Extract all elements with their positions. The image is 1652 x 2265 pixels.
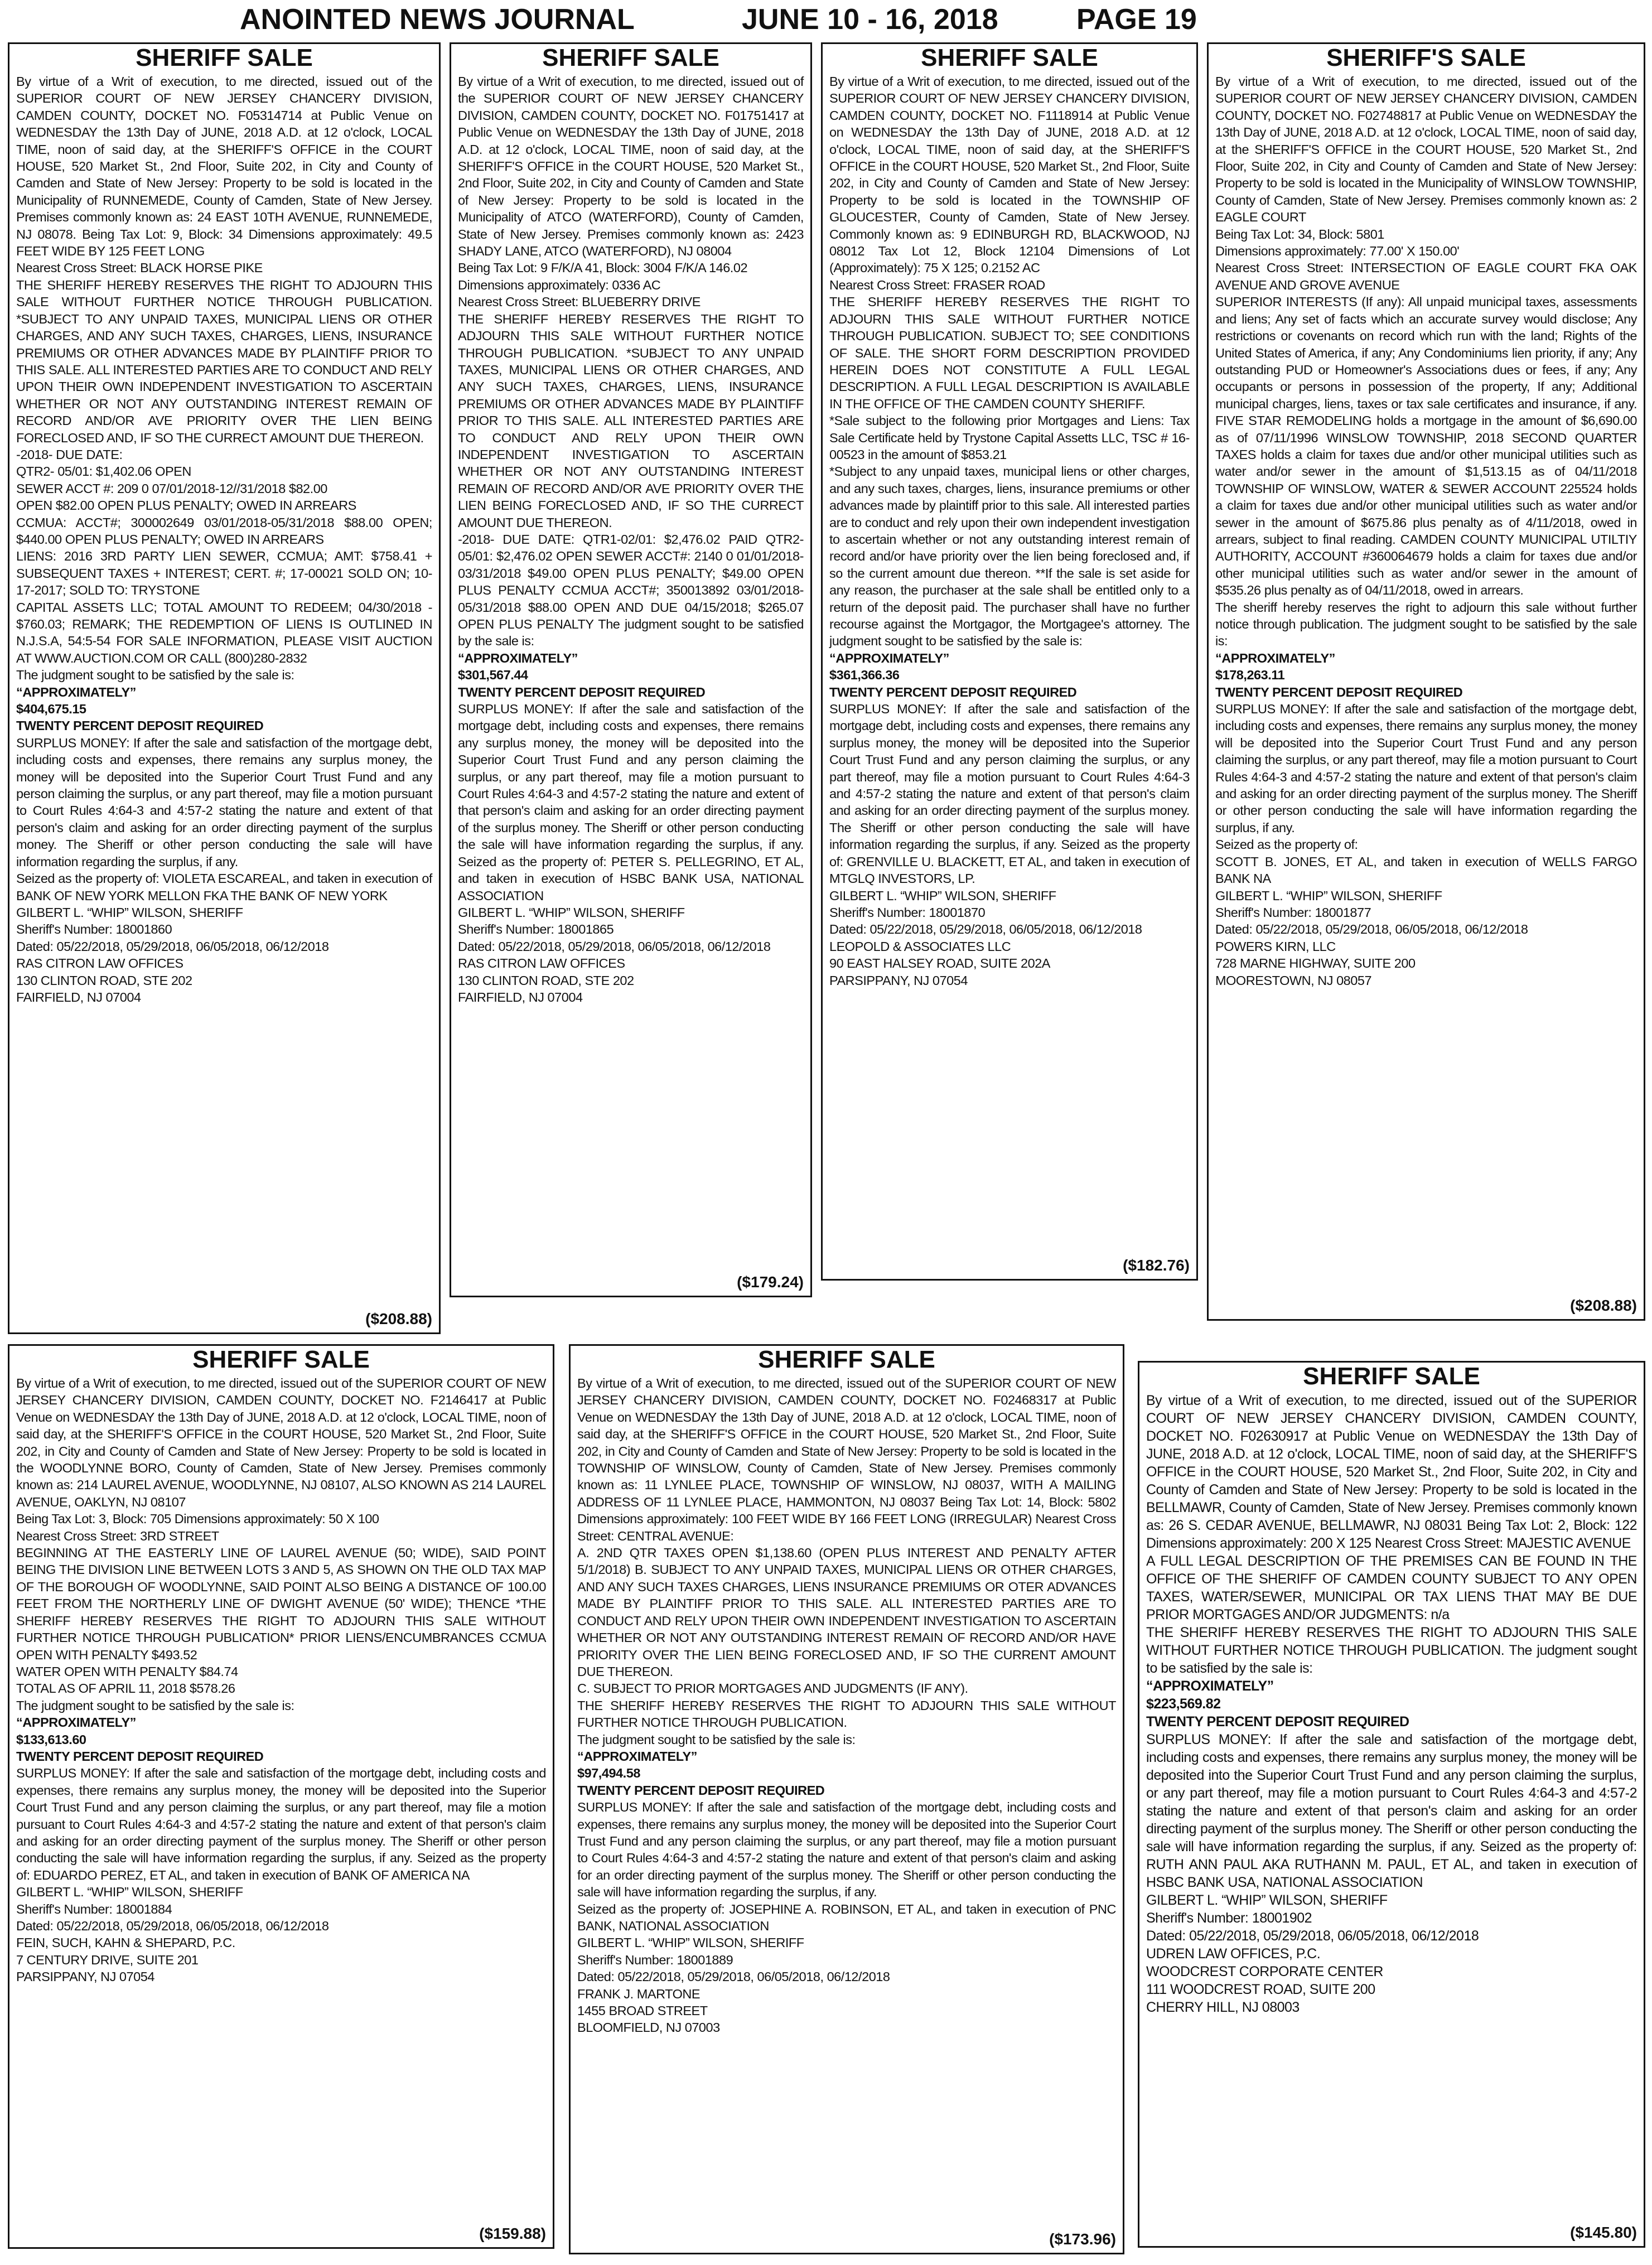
notice-line: GILBERT L. “WHIP” WILSON, SHERIFF xyxy=(1215,888,1442,903)
notice-line: $133,613.60 xyxy=(16,1732,86,1747)
notice-line: Dated: 05/22/2018, 05/29/2018, 06/05/2018, 06/12/2018 xyxy=(829,922,1142,937)
notice-line: “APPROXIMATELY” xyxy=(16,684,136,699)
notice-body xyxy=(1139,1390,1644,2016)
notice-line: By virtue of a Writ of execution, to me directed, issued out of the SUPERIOR COURT OF NEW JERSEY CHANCERY DIVISION, CAMDEN COUNTY, DOCKET NO. F02630917 at Public Venue on WEDNESDAY the 13th Day of JUNE, 2018 A.D. at 12 o'clock, LOCAL TIME, noon of said day, at the SHERIFF'S OFFICE in the COURT HOUSE, 520 Market St., 2nd Floor, Suite 202, in City and County of Camden and State of New Jersey: Property to be sold is located in the BELLMAWR, County of Camden, State of New Jersey. Premises commonly known as: 26 S. CEDAR AVENUE, BELLMAWR, NJ 08031 Being Tax Lot: 2, Block: 122 Dimensions approximately: 200 X 125 Nearest Cross Street: MAJESTIC AVENUE xyxy=(1146,1393,1637,1551)
notice-line: Being Tax Lot: 34, Block: 5801 xyxy=(1215,226,1384,242)
sheriff-sale-notice-atco xyxy=(450,42,812,1297)
notice-price: ($182.76) xyxy=(1123,1257,1190,1274)
notice-line: Sheriff's Number: 18001884 xyxy=(16,1901,172,1916)
notice-line: Dated: 05/22/2018, 05/29/2018, 06/05/2018, 06/12/2018 xyxy=(1146,1928,1479,1944)
notice-line: Dimensions approximately: 0336 AC xyxy=(458,277,661,292)
notice-line: BLOOMFIELD, NJ 07003 xyxy=(577,2020,720,2035)
notice-line: 130 CLINTON ROAD, STE 202 xyxy=(16,973,192,988)
notice-line: *Sale subject to the following prior Mortgages and Liens: Tax Sale Certificate held by Trystone Capital Assetts LLC, TSC # 16-00523 in the amount of $853.21 xyxy=(829,413,1190,462)
notice-line: FEIN, SUCH, KAHN & SHEPARD, P.C. xyxy=(16,1935,235,1950)
notice-line: Sheriff's Number: 18001889 xyxy=(577,1952,733,1967)
notice-body xyxy=(571,1374,1123,2036)
notice-line: PARSIPPANY, NJ 07054 xyxy=(16,1969,154,1984)
notice-line: 7 CENTURY DRIVE, SUITE 201 xyxy=(16,1952,199,1967)
notice-line: The judgment sought to be satisfied by the sale is: xyxy=(16,668,294,683)
notice-line: 728 MARNE HIGHWAY, SUITE 200 xyxy=(1215,956,1416,971)
paper-title: ANOINTED NEWS JOURNAL xyxy=(240,3,635,36)
notice-body xyxy=(9,1374,553,1986)
notice-line: RAS CITRON LAW OFFICES xyxy=(16,956,183,971)
notice-line: C. SUBJECT TO PRIOR MORTGAGES AND JUDGMENTS (IF ANY). xyxy=(577,1681,968,1696)
notice-line: TWENTY PERCENT DEPOSIT REQUIRED xyxy=(577,1783,825,1798)
notice-line: “APPROXIMATELY” xyxy=(1146,1678,1274,1694)
notice-line: THE SHERIFF HEREBY RESERVES THE RIGHT TO ADJOURN THIS SALE WITHOUT FURTHER NOTICE THROUGH PUBLICATION. *SUBJECT TO ANY UNPAID TAXES, MUNICIPAL LIENS OR OTHER CHARGES, AND ANY SUCH TAXES, CHARGES, LIENS, INSURANCE PREMIUMS OR OTHER ADVANCES MADE BY PLAINTIFF PRIOR TO THIS SALE. ALL INTERESTED PARTIES ARE TO CONDUCT AND RELY UPON THEIR OWN INDEPENDENT INVESTIGATION TO ASCERTAIN WHETHER OR NOT ANY OUTSTANDING INTEREST REMAIN OF RECORD AND/OR AVE PRIORITY OVER THE LIEN BEING FORECLOSED AND, IF SO THE CURRECT AMOUNT DUE THEREON. xyxy=(458,311,804,530)
notice-line: PARSIPPANY, NJ 07054 xyxy=(829,973,968,988)
notice-line: GILBERT L. “WHIP” WILSON, SHERIFF xyxy=(16,905,243,920)
notice-line: POWERS KIRN, LLC xyxy=(1215,939,1336,954)
sheriff-sale-notice-winslow-eagle-court xyxy=(1207,42,1645,1321)
notice-line: THE SHERIFF HEREBY RESERVES THE RIGHT TO ADJOURN THIS SALE WITHOUT FURTHER NOTICE THROUGH PUBLICATION. xyxy=(577,1698,1116,1730)
notice-line: Being Tax Lot: 3, Block: 705 Dimensions approximately: 50 X 100 xyxy=(16,1511,379,1527)
notice-line: “APPROXIMATELY” xyxy=(458,650,578,665)
notice-line: Sheriff's Number: 18001865 xyxy=(458,922,614,937)
notice-line: 130 CLINTON ROAD, STE 202 xyxy=(458,973,634,988)
notice-line: $361,366.36 xyxy=(829,668,900,683)
notice-line: TWENTY PERCENT DEPOSIT REQUIRED xyxy=(829,684,1077,699)
notice-line: TWENTY PERCENT DEPOSIT REQUIRED xyxy=(1215,684,1463,699)
notice-line: “APPROXIMATELY” xyxy=(829,650,949,665)
sheriff-sale-notice-woodlynne xyxy=(8,1344,554,2249)
notice-line: Seized as the property of: xyxy=(1215,837,1358,852)
notice-line: Nearest Cross Street: INTERSECTION OF EAGLE COURT FKA OAK AVENUE AND GROVE AVENUE xyxy=(1215,260,1637,292)
notice-line: SCOTT B. JONES, ET AL, and taken in execution of WELLS FARGO BANK NA xyxy=(1215,854,1637,886)
notice-line: $97,494.58 xyxy=(577,1766,640,1781)
notice-line: SUPERIOR INTERESTS (If any): All unpaid municipal taxes, assessments and liens; Any set of facts which an accurate survey would disclose; Any restrictions or covenants on record which run with the land; Rights of the United States of America, if any; Any Condominiums lien priority, if any; Any outstanding PUD or Homeowner's Associations dues or fees, if any; Any occupants or persons in possession of the property, If any; Additional municipal charges, liens, taxes or tax sale certificates and insurance, if any. FIVE STAR REMODELING holds a mortgage in the amount of $6,690.00 as of 07/11/1996 WINSLOW TOWNSHIP, 2018 SECOND QUARTER TAXES holds a claim for taxes due and/or other municipal utilities such as water and/or sewer in the amount of $1,513.15 as of 04/11/2018 TOWNSHIP OF WINSLOW, WATER & SEWER ACCOUNT 225524 holds a claim for taxes due and/or other municipal utilities such as water and/or sewer in the amount of $675.86 plus penalty as of 4/11/2018, owed in arrears, subject to final reading. CAMDEN COUNTY MUNICIPAL UTILTIY AUTHORITY, ACCOUNT #360064679 holds a claim for taxes due and/or other municipal utilities such as water and/or sewer in the amount of $535.26 plus penalty as of 04/11/2018, owed in arrears. xyxy=(1215,294,1637,598)
notice-line: By virtue of a Writ of execution, to me directed, issued out of the SUPERIOR COURT OF NEW JERSEY CHANCERY DIVISION, CAMDEN COUNTY, DOCKET NO. F02748817 at Public Venue on WEDNESDAY the 13th Day of JUNE, 2018 A.D. at 12 o'clock, LOCAL TIME, noon of said day, at the SHERIFF'S OFFICE in the COURT HOUSE, 520 Market St., 2nd Floor, Suite 202, in City and County of Camden and State of New Jersey: Property to be sold is located in the Municipality of WINSLOW TOWNSHIP, County of Camden, State of New Jersey. Premises commonly known as: 2 EAGLE COURT xyxy=(1215,74,1637,225)
notice-line: Nearest Cross Street: BLACK HORSE PIKE xyxy=(16,260,263,276)
notice-line: Being Tax Lot: 9 F/K/A 41, Block: 3004 F/K/A 146.02 xyxy=(458,260,748,276)
notice-line: OPEN $82.00 OPEN PLUS PENALTY; OWED IN ARREARS xyxy=(16,498,356,513)
notice-line: THE SHERIFF HEREBY RESERVES THE RIGHT TO ADJOURN THIS SALE WITHOUT FURTHER NOTICE THROUGH PUBLICATION. *SUBJECT TO ANY UNPAID TAXES, MUNICIPAL LIENS OR OTHER CHARGES, AND ANY SUCH TAXES, CHARGES, LIENS, INSURANCE PREMIUMS OR OTHER ADVANCES MADE BY PLAINTIFF PRIOR TO THIS SALE. ALL INTERESTED PARTIES ARE TO CONDUCT AND RELY UPON THEIR OWN INDEPENDENT INVESTIGATION TO ASCERTAIN WHETHER OR NOT ANY OUTSTANDING INTEREST REMAIN OF RECORD AND/OR AVE PRIORITY OVER THE LIEN BEING FORECLOSED AND, IF SO THE CURRECT AMOUNT DUE THEREON. xyxy=(16,277,432,445)
notice-line: -2018- DUE DATE: QTR1-02/01: $2,476.02 PAID QTR2-05/01: $2,476.02 OPEN SEWER ACCT#: 2140 0 01/01/2018- 03/31/2018 $49.00 OPEN PLUS PENALTY; $49.00 OPEN PLUS PENALTY CCMUA ACCT#; 350013892 03/01/2018- 05/31/2018 $88.00 OPEN AND DUE 04/15/2018; $265.07 OPEN PLUS PENALTY The judgment sought to be satisfied by the sale is: xyxy=(458,532,804,649)
notice-heading: SHERIFF'S SALE xyxy=(1326,44,1526,71)
notice-body xyxy=(1209,72,1644,989)
notice-heading: SHERIFF SALE xyxy=(192,1346,370,1373)
notice-line: The judgment sought to be satisfied by the sale is: xyxy=(577,1732,856,1747)
notice-line: SURPLUS MONEY: If after the sale and satisfaction of the mortgage debt, including costs and expenses, there remains any surplus money, the money will be deposited into the Superior Court Trust Fund and any person claiming the surplus, or any part thereof, may file a motion pursuant to Court Rules 4:64-3 and 4:57-2 stating the nature and extent of that person's claim and asking for an order directing payment of the surplus money. The Sheriff or other person conducting the sale will have information regarding the surplus, if any. xyxy=(1215,702,1637,835)
sheriff-sale-notice-blackwood xyxy=(821,42,1198,1281)
notice-line: By virtue of a Writ of execution, to me directed, issued out of the SUPERIOR COURT OF NEW JERSEY CHANCERY DIVISION, CAMDEN COUNTY, DOCKET NO. F1118914 at Public Venue on WEDNESDAY the 13th Day of JUNE, 2018 A.D. at 12 o'clock, LOCAL TIME, noon of said day, at the SHERIFF'S OFFICE in the COURT HOUSE, 520 Market St., 2nd Floor, Suite 202, in City and County of Camden and State of New Jersey: Property to be sold is located in the TOWNSHIP OF GLOUCESTER, County of Camden, State of New Jersey. Commonly known as: 9 EDINBURGH RD, BLACKWOOD, NJ 08012 Tax Lot 12, Block 12104 Dimensions of Lot (Approximately): 75 X 125; 0.2152 AC xyxy=(829,74,1190,276)
notice-line: GILBERT L. “WHIP” WILSON, SHERIFF xyxy=(1146,1892,1388,1908)
notice-price: ($173.96) xyxy=(1049,2230,1116,2248)
notice-line: SURPLUS MONEY: If after the sale and satisfaction of the mortgage debt, including costs and expenses, there remains any surplus money, the money will be deposited into the Superior Court Trust Fund and any person claiming the surplus, or any part thereof, may file a motion pursuant to Court Rules 4:64-3 and 4:57-2 stating the nature and extent of that person's claim and asking for an order directing payment of the surplus money. The Sheriff or other person conducting the sale will have information regarding the surplus, if any. Seized as the property of: RUTH ANN PAUL AKA RUTHANN M. PAUL, ET AL, and taken in execution of HSBC BANK USA, NATIONAL ASSOCIATION xyxy=(1146,1732,1637,1890)
notice-line: THE SHERIFF HEREBY RESERVES THE RIGHT TO ADJOURN THIS SALE WITHOUT FURTHER NOTICE THROUGH PUBLICATION. The judgment sought to be satisfied by the sale is: xyxy=(1146,1625,1637,1676)
notice-line: GILBERT L. “WHIP” WILSON, SHERIFF xyxy=(458,905,685,920)
notice-line: BEGINNING AT THE EASTERLY LINE OF LAUREL AVENUE (50; WIDE), SAID POINT BEING THE DIVISION LINE BETWEEN LOTS 3 AND 5, AS SHOWN ON THE OLD TAX MAP OF THE BOROUGH OF WOODLYNNE, SAID POINT ALSO BEING A DISTANCE OF 100.00 FEET FROM THE NORTHERLY LINE OF DWIGHT AVENUE (50' WIDE); THENCE *THE SHERIFF HEREBY RESERVES THE RIGHT TO ADJOURN THIS SALE WITHOUT FURTHER NOTICE THROUGH PUBLICATION* PRIOR LIENS/ENCUMBRANCES CCMUA OPEN WITH PENALTY $493.52 xyxy=(16,1546,546,1662)
notice-heading: SHERIFF SALE xyxy=(1303,1363,1480,1390)
notice-line: Dated: 05/22/2018, 05/29/2018, 06/05/2018, 06/12/2018 xyxy=(1215,922,1528,937)
notice-line: Dated: 05/22/2018, 05/29/2018, 06/05/2018, 06/12/2018 xyxy=(577,1969,890,1984)
notice-line: CCMUA: ACCT#; 300002649 03/01/2018-05/31/2018 $88.00 OPEN; $440.00 OPEN PLUS PENALTY; OWED IN ARREARS xyxy=(16,515,432,547)
notice-line: Sheriff's Number: 18001870 xyxy=(829,905,986,920)
notice-line: $404,675.15 xyxy=(16,702,86,717)
notice-heading: SHERIFF SALE xyxy=(542,44,719,71)
notice-price: ($159.88) xyxy=(479,2225,546,2242)
sheriff-sale-notice-bellmawr xyxy=(1138,1361,1645,2248)
notice-body xyxy=(451,72,810,1006)
notice-line: $178,263.11 xyxy=(1215,668,1285,683)
notice-line: *Subject to any unpaid taxes, municipal liens or other charges, and any such taxes, charges, liens, insurance premiums or other advances made by plaintiff prior to this sale. All interested parties are to conduct and rely upon their own independent investigation to ascertain whether or not any outstanding interest remain of record and/or have priority over the lien being foreclosed and, if so the current amount due thereon. **If the sale is set aside for any reason, the purchaser at the sale shall be entitled only to a return of the deposit paid. The purchaser shall have no further recourse against the Mortgagor, the Mortgagee's attorney. The judgment sought to be satisfied by the sale is: xyxy=(829,464,1190,649)
notice-line: Sheriff's Number: 18001860 xyxy=(16,922,172,937)
notice-line: TWENTY PERCENT DEPOSIT REQUIRED xyxy=(1146,1714,1409,1730)
notice-line: “APPROXIMATELY” xyxy=(16,1715,136,1730)
notice-line: LEOPOLD & ASSOCIATES LLC xyxy=(829,939,1011,954)
notice-line: SEWER ACCT #: 209 0 07/01/2018-12//31/2018 $82.00 xyxy=(16,481,327,496)
notice-line: Dated: 05/22/2018, 05/29/2018, 06/05/2018, 06/12/2018 xyxy=(16,939,329,954)
notice-line: Sheriff's Number: 18001902 xyxy=(1146,1910,1312,1926)
notice-line: 111 WOODCREST ROAD, SUITE 200 xyxy=(1146,1982,1375,1997)
notice-line: 90 EAST HALSEY ROAD, SUITE 202A xyxy=(829,956,1050,971)
issue-dates: JUNE 10 - 16, 2018 xyxy=(742,3,998,36)
notice-line: FRANK J. MARTONE xyxy=(577,1986,701,2001)
notice-line: MOORESTOWN, NJ 08057 xyxy=(1215,973,1372,988)
notice-price: ($208.88) xyxy=(1570,1297,1637,1314)
notice-line: “APPROXIMATELY” xyxy=(577,1749,697,1764)
notice-line: SURPLUS MONEY: If after the sale and satisfaction of the mortgage debt, including costs and expenses, there remains any surplus money, the money will be deposited into the Superior Court Trust Fund and any person claiming the surplus, or any part thereof, may file a motion pursuant to Court Rules 4:64-3 and 4:57-2 stating the nature and extent of that person's claim and asking for an order directing payment of the surplus money. The Sheriff or other person conducting the sale will have information regarding the surplus, if any. Seized as the property of: EDUARDO PEREZ, ET AL, and taken in execution of BANK OF AMERICA NA xyxy=(16,1766,546,1882)
notice-line: 1455 BROAD STREET xyxy=(577,2003,708,2018)
notice-body xyxy=(9,72,439,1006)
notice-line: SURPLUS MONEY: If after the sale and satisfaction of the mortgage debt, including costs and expenses, there remains any surplus money, the money will be deposited into the Superior Court Trust Fund and any person claiming the surplus, or any part thereof, may file a motion pursuant to Court Rules 4:64-3 and 4:57-2 stating the nature and extent of that person's claim and asking for an order directing payment of the surplus money. The Sheriff or other person conducting the sale will have information regarding the surplus, if any. Seized as the property of: GRENVILLE U. BLACKETT, ET AL, and taken in execution of MTGLQ INVESTORS, LP. xyxy=(829,702,1190,886)
notice-price: ($145.80) xyxy=(1570,2224,1637,2241)
notice-line: GILBERT L. “WHIP” WILSON, SHERIFF xyxy=(577,1935,804,1950)
notice-line: TWENTY PERCENT DEPOSIT REQUIRED xyxy=(458,684,706,699)
notice-line: GILBERT L. “WHIP” WILSON, SHERIFF xyxy=(16,1885,243,1900)
notice-line: Dimensions approximately: 77.00' X 150.00' xyxy=(1215,244,1460,259)
notice-line: Dated: 05/22/2018, 05/29/2018, 06/05/2018, 06/12/2018 xyxy=(458,939,771,954)
notice-line: RAS CITRON LAW OFFICES xyxy=(458,956,625,971)
notice-line: WOODCREST CORPORATE CENTER xyxy=(1146,1964,1383,1979)
notice-line: GILBERT L. “WHIP” WILSON, SHERIFF xyxy=(829,888,1056,903)
notice-line: Nearest Cross Street: 3RD STREET xyxy=(16,1528,219,1543)
notice-line: A FULL LEGAL DESCRIPTION OF THE PREMISES CAN BE FOUND IN THE OFFICE OF THE SHERIFF OF CAMDEN COUNTY SUBJECT TO ANY OPEN TAXES, WATER/SEWER, MUNICIPAL OR TAX LIENS THAT MAY BE DUE PRIOR MORTGAGES AND/OR JUDGMENTS: n/a xyxy=(1146,1553,1637,1622)
notice-heading: SHERIFF SALE xyxy=(136,44,313,71)
notice-line: QTR2- 05/01: $1,402.06 OPEN xyxy=(16,464,191,479)
notice-line: SURPLUS MONEY: If after the sale and satisfaction of the mortgage debt, including costs and expenses, there remains any surplus money, the money will be deposited into the Superior Court Trust Fund and any person claiming the surplus, or any part thereof, may file a motion pursuant to Court Rules 4:64-3 and 4:57-2 stating the nature and extent of that person's claim and asking for an order directing payment of the surplus money. The Sheriff or other person conducting the sale will have information regarding the surplus, if any. Seized as the property of: PETER S. PELLEGRINO, ET AL, and taken in execution of HSBC BANK USA, NATIONAL ASSOCIATION xyxy=(458,702,804,903)
notice-line: Sheriff's Number: 18001877 xyxy=(1215,905,1371,920)
notice-line: The judgment sought to be satisfied by the sale is: xyxy=(16,1698,294,1713)
masthead xyxy=(0,0,1652,39)
notice-line: -2018- DUE DATE: xyxy=(16,447,123,462)
sheriff-sale-notice-runnemede xyxy=(8,42,441,1334)
notice-heading: SHERIFF SALE xyxy=(921,44,1098,71)
notice-line: CAPITAL ASSETS LLC; TOTAL AMOUNT TO REDEEM; 04/30/2018 - $760.03; REMARK; THE REDEMPTION OF LIENS IS OUTLINED IN N.J.S.A, 54:5-54 FOR SALE INFORMATION, PLEASE VISIT AUCTION AT WWW.AUCTION.COM OR CALL (800)280-2832 xyxy=(16,600,432,665)
notice-line: UDREN LAW OFFICES, P.C. xyxy=(1146,1946,1321,1962)
notice-line: By virtue of a Writ of execution, to me directed, issued out of the SUPERIOR COURT OF NEW JERSEY CHANCERY DIVISION, CAMDEN COUNTY, DOCKET NO. F01751417 at Public Venue on WEDNESDAY the 13th Day of JUNE, 2018 A.D. at 12 o'clock, LOCAL TIME, noon of said day, at the SHERIFF'S OFFICE in the COURT HOUSE, 520 Market St., 2nd Floor, Suite 202, in City and County of Camden and State of New Jersey: Property to be sold is located in the Municipality of ATCO (WATERFORD), County of Camden, State of New Jersey. Premises commonly known as: 2423 SHADY LANE, ATCO (WATERFORD), NJ 08004 xyxy=(458,74,804,259)
notice-body xyxy=(823,72,1196,989)
notice-line: By virtue of a Writ of execution, to me directed, issued out of the SUPERIOR COURT OF NEW JERSEY CHANCERY DIVISION, CAMDEN COUNTY, DOCKET NO. F2146417 at Public Venue on WEDNESDAY the 13th Day of JUNE, 2018 A.D. at 12 o'clock, LOCAL TIME, noon of said day, at the SHERIFF'S OFFICE in the COURT HOUSE, 520 Market St., 2nd Floor, Suite 202, in City and County of Camden and State of New Jersey: Property to be sold is located in the WOODLYNNE BORO, County of Camden, State of New Jersey. Premises commonly known as: 214 LAUREL AVENUE, WOODLYNNE, NJ 08107, ALSO KNOWN AS 214 LAUREL AVENUE, OAKLYN, NJ 08107 xyxy=(16,1376,546,1509)
notice-line: “APPROXIMATELY” xyxy=(1215,650,1335,665)
notice-line: SURPLUS MONEY: If after the sale and satisfaction of the mortgage debt, including costs and expenses, there remains any surplus money, the money will be deposited into the Superior Court Trust Fund and any person claiming the surplus, or any part thereof, may file a motion pursuant to Court Rules 4:64-3 and 4:57-2 stating the nature and extent of that person's claim and asking for an order directing payment of the surplus money. The Sheriff or other person conducting the sale will have information regarding the surplus, if any. xyxy=(16,735,432,869)
notice-line: LIENS: 2016 3RD PARTY LIEN SEWER, CCMUA; AMT: $758.41 + SUBSEQUENT TAXES + INTEREST; CERT. #; 17-00021 SOLD ON; 10-17-2017; SOLD TO: TRYSTONE xyxy=(16,549,432,598)
notice-line: THE SHERIFF HEREBY RESERVES THE RIGHT TO ADJOURN THIS SALE WITHOUT FURTHER NOTICE THROUGH PUBLICATION. SUBJECT TO; SEE CONDITIONS OF SALE. THE SHORT FORM DESCRIPTION PROVIDED HEREIN DOES NOT CONSTITUTE A FULL LEGAL DESCRIPTION. A FULL LEGAL DESCRIPTION IS AVAILABLE IN THE OFFICE OF THE CAMDEN COUNTY SHERIFF. xyxy=(829,294,1190,411)
notice-line: $223,569.82 xyxy=(1146,1696,1221,1712)
notice-line: $301,567.44 xyxy=(458,668,528,683)
notice-line: By virtue of a Writ of execution, to me directed, issued out of the SUPERIOR COURT OF NEW JERSEY CHANCERY DIVISION, CAMDEN COUNTY, DOCKET NO. F02468317 at Public Venue on WEDNESDAY the 13th Day of JUNE, 2018 A.D. at 12 o'clock, LOCAL TIME, noon of said day, at the SHERIFF'S OFFICE in the COURT HOUSE, 520 Market St., 2nd Floor, Suite 202, in City and County of Camden and State of New Jersey: Property to be sold is located in the TOWNSHIP OF WINSLOW, County of Camden, State of New Jersey. Premises commonly known as: 11 LYNLEE PLACE, TOWNSHIP OF WINSLOW, NJ 08037, WITH A MAILING ADDRESS OF 11 LYNLEE PLACE, HAMMONTON, NJ 08037 Being Tax Lot: 14, Block: 5802 Dimensions approximately: 100 FEET WIDE BY 166 FEET LONG (IRREGULAR) Nearest Cross Street: CENTRAL AVENUE: xyxy=(577,1376,1116,1543)
notice-line: By virtue of a Writ of execution, to me directed, issued out of the SUPERIOR COURT OF NEW JERSEY CHANCERY DIVISION, CAMDEN COUNTY, DOCKET NO. F05314714 at Public Venue on WEDNESDAY the 13th Day of JUNE, 2018 A.D. at 12 o'clock, LOCAL TIME, noon of said day, at the SHERIFF'S OFFICE in the COURT HOUSE, 520 Market St., 2nd Floor, Suite 202, in City and County of Camden and State of New Jersey: Property to be sold is located in the Municipality of RUNNEMEDE, County of Camden, State of New Jersey. Premises commonly known as: 24 EAST 10TH AVENUE, RUNNEMEDE, NJ 08078. Being Tax Lot: 9, Block: 34 Dimensions approximately: 49.5 FEET WIDE BY 125 FEET LONG xyxy=(16,74,432,259)
notice-line: SURPLUS MONEY: If after the sale and satisfaction of the mortgage debt, including costs and expenses, there remains any surplus money, the money will be deposited into the Superior Court Trust Fund and any person claiming the surplus, or any part thereof, may file a motion pursuant to Court Rules 4:64-3 and 4:57-2 stating the nature and extent of that person's claim and asking for an order directing payment of the surplus money. The Sheriff or other person conducting the sale will have information regarding the surplus, if any. xyxy=(577,1800,1116,1900)
notice-line: FAIRFIELD, NJ 07004 xyxy=(458,989,583,1004)
notice-line: TWENTY PERCENT DEPOSIT REQUIRED xyxy=(16,1749,264,1764)
notice-line: A. 2ND QTR TAXES OPEN $1,138.60 (OPEN PLUS INTEREST AND PENALTY AFTER 5/1/2018) B. SUBJECT TO ANY UNPAID TAXES, MUNICIPAL LIENS OR OTHER CHARGES, AND ANY SUCH TAXES CHARGES, LIENS INSURANCE PREMIUMS OR OTER ADVANCES MADE BY PLAINTIFF PRIOR TO THIS SALE. ALL INTERESTED PARTIES ARE TO CONDUCT AND RELY UPON THEIR OWN INDEPENDENT INVESTIGATION TO ASCERTAIN WHETHER OR NOT ANY OUTSTANDING INTEREST REMAIN OF RECORD AND/OR HAVE PRIORITY OVER THE LIEN BEING FORECLOSED AND, IF SO THE CURRENT AMOUNT DUE THEREON. xyxy=(577,1546,1116,1679)
page-number: PAGE 19 xyxy=(1076,3,1197,36)
sheriff-sale-notice-winslow-lynlee xyxy=(569,1344,1124,2254)
notice-heading: SHERIFF SALE xyxy=(758,1346,935,1373)
notice-line: CHERRY HILL, NJ 08003 xyxy=(1146,2000,1300,2015)
notice-line: Nearest Cross Street: FRASER ROAD xyxy=(829,277,1045,292)
notice-line: Dated: 05/22/2018, 05/29/2018, 06/05/2018, 06/12/2018 xyxy=(16,1919,329,1933)
notice-line: WATER OPEN WITH PENALTY $84.74 xyxy=(16,1664,238,1679)
notice-line: TWENTY PERCENT DEPOSIT REQUIRED xyxy=(16,718,264,733)
notice-line: Nearest Cross Street: BLUEBERRY DRIVE xyxy=(458,294,701,310)
notice-price: ($208.88) xyxy=(365,1310,432,1327)
notice-line: Seized as the property of: JOSEPHINE A. ROBINSON, ET AL, and taken in execution of PNC BANK, NATIONAL ASSOCIATION xyxy=(577,1901,1116,1933)
notice-line: The sheriff hereby reserves the right to adjourn this sale without further notice through publication. The judgment sought to be satisfied by the sale is: xyxy=(1215,600,1637,649)
notice-price: ($179.24) xyxy=(737,1273,804,1291)
notice-line: TOTAL AS OF APRIL 11, 2018 $578.26 xyxy=(16,1681,235,1696)
notice-line: Seized as the property of: VIOLETA ESCAREAL, and taken in execution of BANK OF NEW YORK MELLON FKA THE BANK OF NEW YORK xyxy=(16,871,432,903)
notice-line: FAIRFIELD, NJ 07004 xyxy=(16,989,141,1004)
